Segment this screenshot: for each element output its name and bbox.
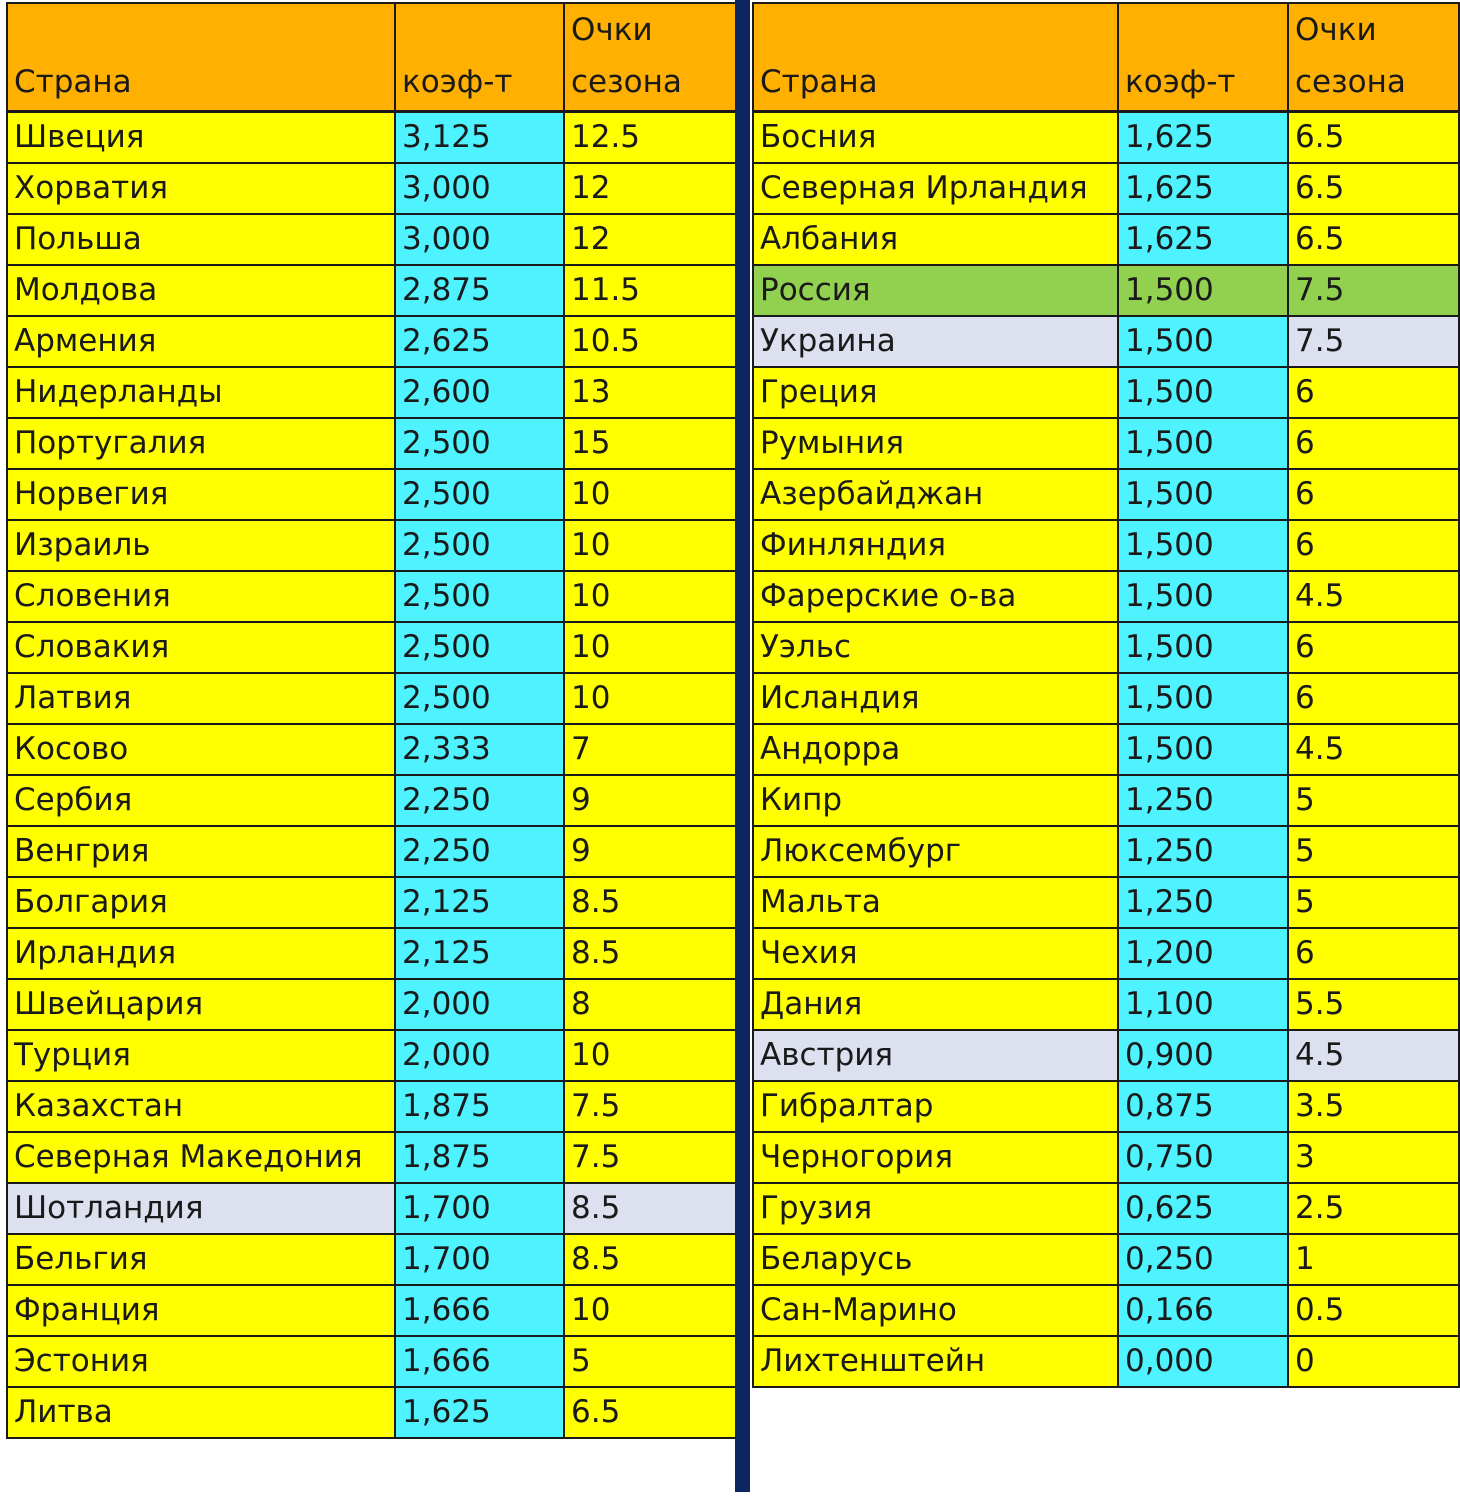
coef-cell: 1,700 <box>395 1183 564 1234</box>
points-cell: 4.5 <box>1288 724 1459 775</box>
points-cell: 8.5 <box>564 1183 737 1234</box>
table-row <box>753 622 1459 673</box>
coef-cell: 1,500 <box>1118 520 1288 571</box>
points-cell: 5 <box>1288 826 1459 877</box>
points-cell: 15 <box>564 418 737 469</box>
country-cell: Эстония <box>7 1336 395 1387</box>
points-cell: 7 <box>564 724 737 775</box>
coef-cell: 2,000 <box>395 1030 564 1081</box>
coef-cell: 1,500 <box>1118 367 1288 418</box>
table-row <box>7 418 737 469</box>
header-points-line1: Очки <box>1295 12 1377 48</box>
coef-cell: 1,500 <box>1118 469 1288 520</box>
country-cell: Румыния <box>753 418 1118 469</box>
header-points <box>1288 3 1459 112</box>
points-cell: 6.5 <box>564 1387 737 1438</box>
points-cell: 6.5 <box>1288 112 1459 164</box>
country-cell: Молдова <box>7 265 395 316</box>
coef-cell: 2,625 <box>395 316 564 367</box>
country-cell: Кипр <box>753 775 1118 826</box>
points-cell: 8 <box>564 979 737 1030</box>
country-cell: Словакия <box>7 622 395 673</box>
country-cell: Северная Македония <box>7 1132 395 1183</box>
table-row <box>7 928 737 979</box>
header-points-line1: Очки <box>571 12 653 48</box>
table-row <box>7 673 737 724</box>
table-row <box>7 724 737 775</box>
country-cell: Беларусь <box>753 1234 1118 1285</box>
country-cell: Лихтенштейн <box>753 1336 1118 1387</box>
points-cell: 10 <box>564 673 737 724</box>
coef-cell: 2,875 <box>395 265 564 316</box>
country-cell: Австрия <box>753 1030 1118 1081</box>
country-cell: Украина <box>753 316 1118 367</box>
table-row <box>753 673 1459 724</box>
country-cell: Азербайджан <box>753 469 1118 520</box>
points-cell: 5.5 <box>1288 979 1459 1030</box>
coef-cell: 1,250 <box>1118 775 1288 826</box>
points-cell: 13 <box>564 367 737 418</box>
header-row <box>7 3 737 112</box>
country-cell: Северная Ирландия <box>753 163 1118 214</box>
country-cell: Словения <box>7 571 395 622</box>
table-body-left <box>7 112 737 1439</box>
table-row <box>7 367 737 418</box>
country-cell: Швейцария <box>7 979 395 1030</box>
coef-cell: 1,666 <box>395 1336 564 1387</box>
points-cell: 12 <box>564 163 737 214</box>
points-cell: 4.5 <box>1288 571 1459 622</box>
table-row <box>7 877 737 928</box>
country-cell: Чехия <box>753 928 1118 979</box>
coef-cell: 1,500 <box>1118 673 1288 724</box>
coef-cell: 3,000 <box>395 163 564 214</box>
header-row <box>753 3 1459 112</box>
points-cell: 5 <box>1288 877 1459 928</box>
table-row <box>753 1030 1459 1081</box>
coef-cell: 2,500 <box>395 673 564 724</box>
country-cell: Босния <box>753 112 1118 164</box>
table-row <box>7 1081 737 1132</box>
table-row <box>7 1336 737 1387</box>
country-cell: Сербия <box>7 775 395 826</box>
points-cell: 7.5 <box>1288 265 1459 316</box>
country-cell: Армения <box>7 316 395 367</box>
table-row <box>7 1183 737 1234</box>
country-cell: Фарерские о-ва <box>753 571 1118 622</box>
table-row <box>7 1387 737 1438</box>
table-row <box>7 520 737 571</box>
coefficient-table-right <box>752 2 1460 1388</box>
header-country: Страна <box>7 3 395 112</box>
table-row <box>7 1234 737 1285</box>
country-cell: Исландия <box>753 673 1118 724</box>
country-cell: Швеция <box>7 112 395 164</box>
table-row <box>7 775 737 826</box>
points-cell: 3.5 <box>1288 1081 1459 1132</box>
country-cell: Грузия <box>753 1183 1118 1234</box>
header-points-line2: сезона <box>571 64 682 100</box>
country-cell: Нидерланды <box>7 367 395 418</box>
points-cell: 12 <box>564 214 737 265</box>
points-cell: 10 <box>564 571 737 622</box>
country-cell: Сан-Марино <box>753 1285 1118 1336</box>
table-body-right <box>753 112 1459 1388</box>
coef-cell: 1,500 <box>1118 571 1288 622</box>
points-cell: 11.5 <box>564 265 737 316</box>
table-row <box>753 1183 1459 1234</box>
coef-cell: 2,500 <box>395 520 564 571</box>
table-row <box>753 1336 1459 1387</box>
coef-cell: 0,625 <box>1118 1183 1288 1234</box>
country-cell: Шотландия <box>7 1183 395 1234</box>
table-row <box>753 214 1459 265</box>
coef-cell: 1,200 <box>1118 928 1288 979</box>
coef-cell: 1,875 <box>395 1132 564 1183</box>
points-cell: 8.5 <box>564 877 737 928</box>
points-cell: 7.5 <box>1288 316 1459 367</box>
country-cell: Португалия <box>7 418 395 469</box>
points-cell: 2.5 <box>1288 1183 1459 1234</box>
country-cell: Россия <box>753 265 1118 316</box>
coef-cell: 1,625 <box>1118 112 1288 164</box>
coef-cell: 3,125 <box>395 112 564 164</box>
coef-cell: 1,100 <box>1118 979 1288 1030</box>
points-cell: 6 <box>1288 673 1459 724</box>
country-cell: Люксембург <box>753 826 1118 877</box>
table-row <box>753 520 1459 571</box>
country-cell: Казахстан <box>7 1081 395 1132</box>
table-row <box>753 418 1459 469</box>
points-cell: 5 <box>564 1336 737 1387</box>
points-cell: 6.5 <box>1288 163 1459 214</box>
points-cell: 1 <box>1288 1234 1459 1285</box>
table-row <box>753 826 1459 877</box>
country-cell: Бельгия <box>7 1234 395 1285</box>
coef-cell: 2,333 <box>395 724 564 775</box>
coef-cell: 1,500 <box>1118 265 1288 316</box>
coef-cell: 2,600 <box>395 367 564 418</box>
points-cell: 10 <box>564 520 737 571</box>
country-cell: Болгария <box>7 877 395 928</box>
table-row <box>753 928 1459 979</box>
table-row <box>7 316 737 367</box>
coef-cell: 2,500 <box>395 571 564 622</box>
coef-cell: 2,125 <box>395 928 564 979</box>
points-cell: 10 <box>564 622 737 673</box>
table-row <box>753 265 1459 316</box>
coef-cell: 1,666 <box>395 1285 564 1336</box>
points-cell: 8.5 <box>564 928 737 979</box>
points-cell: 9 <box>564 826 737 877</box>
country-cell: Польша <box>7 214 395 265</box>
coef-cell: 1,500 <box>1118 418 1288 469</box>
country-cell: Гибралтар <box>753 1081 1118 1132</box>
table-row <box>7 112 737 164</box>
coef-cell: 2,250 <box>395 775 564 826</box>
points-cell: 6 <box>1288 622 1459 673</box>
table-row <box>753 469 1459 520</box>
column-divider <box>735 0 750 1492</box>
points-cell: 6 <box>1288 928 1459 979</box>
table-row <box>7 826 737 877</box>
points-cell: 10 <box>564 469 737 520</box>
country-cell: Андорра <box>753 724 1118 775</box>
header-coef: коэф-т <box>395 3 564 112</box>
coef-cell: 1,500 <box>1118 622 1288 673</box>
coef-cell: 2,500 <box>395 469 564 520</box>
points-cell: 12.5 <box>564 112 737 164</box>
coef-cell: 2,500 <box>395 418 564 469</box>
coef-cell: 0,900 <box>1118 1030 1288 1081</box>
table-row <box>753 571 1459 622</box>
table-row <box>7 571 737 622</box>
coef-cell: 2,250 <box>395 826 564 877</box>
table-row <box>753 316 1459 367</box>
country-cell: Литва <box>7 1387 395 1438</box>
table-row <box>753 979 1459 1030</box>
header-points <box>564 3 737 112</box>
coef-cell: 2,000 <box>395 979 564 1030</box>
points-cell: 6 <box>1288 469 1459 520</box>
points-cell: 6 <box>1288 367 1459 418</box>
country-cell: Турция <box>7 1030 395 1081</box>
table-row <box>7 979 737 1030</box>
country-cell: Албания <box>753 214 1118 265</box>
table-row <box>753 775 1459 826</box>
table-row <box>7 1285 737 1336</box>
country-cell: Финляндия <box>753 520 1118 571</box>
table-row <box>7 265 737 316</box>
table-row <box>7 1030 737 1081</box>
coef-cell: 2,500 <box>395 622 564 673</box>
country-cell: Франция <box>7 1285 395 1336</box>
coef-cell: 0,166 <box>1118 1285 1288 1336</box>
country-cell: Ирландия <box>7 928 395 979</box>
table-row <box>753 163 1459 214</box>
country-cell: Черногория <box>753 1132 1118 1183</box>
header-country: Страна <box>753 3 1118 112</box>
points-cell: 10 <box>564 1030 737 1081</box>
coefficient-table-left <box>6 2 738 1439</box>
country-cell: Уэльс <box>753 622 1118 673</box>
table-row <box>753 1234 1459 1285</box>
coef-cell: 1,700 <box>395 1234 564 1285</box>
country-cell: Хорватия <box>7 163 395 214</box>
country-cell: Норвегия <box>7 469 395 520</box>
coef-cell: 1,875 <box>395 1081 564 1132</box>
coef-cell: 0,875 <box>1118 1081 1288 1132</box>
coef-cell: 0,750 <box>1118 1132 1288 1183</box>
points-cell: 9 <box>564 775 737 826</box>
table-row <box>753 877 1459 928</box>
table-row <box>7 469 737 520</box>
table-row <box>753 112 1459 164</box>
header-coef: коэф-т <box>1118 3 1288 112</box>
points-cell: 6 <box>1288 520 1459 571</box>
table-row <box>753 724 1459 775</box>
coef-cell: 1,625 <box>1118 163 1288 214</box>
coef-cell: 1,625 <box>1118 214 1288 265</box>
points-cell: 10.5 <box>564 316 737 367</box>
country-cell: Венгрия <box>7 826 395 877</box>
points-cell: 7.5 <box>564 1081 737 1132</box>
coef-cell: 1,250 <box>1118 826 1288 877</box>
country-cell: Латвия <box>7 673 395 724</box>
coef-cell: 0,250 <box>1118 1234 1288 1285</box>
coef-cell: 1,500 <box>1118 724 1288 775</box>
points-cell: 7.5 <box>564 1132 737 1183</box>
points-cell: 4.5 <box>1288 1030 1459 1081</box>
coef-cell: 0,000 <box>1118 1336 1288 1387</box>
coef-cell: 2,125 <box>395 877 564 928</box>
points-cell: 0 <box>1288 1336 1459 1387</box>
points-cell: 10 <box>564 1285 737 1336</box>
points-cell: 6 <box>1288 418 1459 469</box>
country-cell: Косово <box>7 724 395 775</box>
table-row <box>753 367 1459 418</box>
table-row <box>7 214 737 265</box>
country-cell: Израиль <box>7 520 395 571</box>
table-row <box>7 163 737 214</box>
country-cell: Греция <box>753 367 1118 418</box>
table-row <box>7 622 737 673</box>
coef-cell: 1,625 <box>395 1387 564 1438</box>
coef-cell: 3,000 <box>395 214 564 265</box>
country-cell: Мальта <box>753 877 1118 928</box>
points-cell: 8.5 <box>564 1234 737 1285</box>
table-row <box>7 1132 737 1183</box>
points-cell: 0.5 <box>1288 1285 1459 1336</box>
table-row <box>753 1285 1459 1336</box>
country-cell: Дания <box>753 979 1118 1030</box>
table-row <box>753 1132 1459 1183</box>
points-cell: 5 <box>1288 775 1459 826</box>
coef-cell: 1,250 <box>1118 877 1288 928</box>
coef-cell: 1,500 <box>1118 316 1288 367</box>
points-cell: 6.5 <box>1288 214 1459 265</box>
points-cell: 3 <box>1288 1132 1459 1183</box>
header-points-line2: сезона <box>1295 64 1406 100</box>
table-row <box>753 1081 1459 1132</box>
